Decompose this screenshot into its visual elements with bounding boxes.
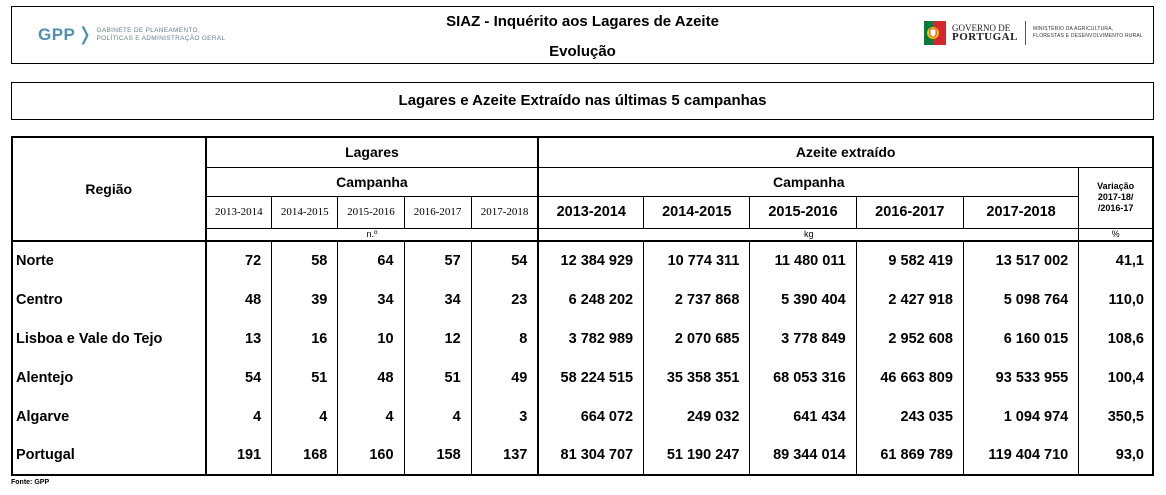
azeite-cell: 89 344 014 — [750, 436, 856, 475]
azeite-cell: 46 663 809 — [856, 358, 963, 397]
lagares-cell: 34 — [338, 280, 404, 319]
lagares-cell: 54 — [206, 358, 272, 397]
azeite-cell: 35 358 351 — [644, 358, 750, 397]
variation-cell: 350,5 — [1079, 397, 1153, 436]
gov-divider — [1025, 21, 1026, 45]
region-cell: Lisboa e Vale do Tejo — [12, 319, 206, 358]
variation-cell: 93,0 — [1079, 436, 1153, 475]
azeite-cell: 51 190 247 — [644, 436, 750, 475]
azeite-year-header: 2013-2014 — [538, 196, 643, 228]
region-cell: Algarve — [12, 397, 206, 436]
ministry-name — [1033, 26, 1143, 40]
lagares-cell: 23 — [471, 280, 538, 319]
lagares-cell: 158 — [404, 436, 471, 475]
region-cell: Portugal — [12, 436, 206, 475]
lagares-cell: 39 — [272, 280, 338, 319]
lagares-year-header: 2013-2014 — [206, 196, 272, 228]
azeite-cell: 5 390 404 — [750, 280, 856, 319]
lagares-cell: 191 — [206, 436, 272, 475]
region-column-header: Região — [12, 137, 206, 241]
azeite-cell: 2 427 918 — [856, 280, 963, 319]
azeite-year-header: 2015-2016 — [750, 196, 856, 228]
azeite-group-header: Azeite extraído — [538, 137, 1153, 167]
lagares-cell: 34 — [404, 280, 471, 319]
region-cell: Alentejo — [12, 358, 206, 397]
lagares-cell: 13 — [206, 319, 272, 358]
gpp-chevron-icon: ❭ — [77, 24, 93, 45]
lagares-cell: 4 — [272, 397, 338, 436]
table-row — [12, 280, 1153, 319]
table-row — [12, 358, 1153, 397]
lagares-year-header: 2016-2017 — [404, 196, 471, 228]
report-subtitle: Evolução — [549, 43, 616, 60]
lagares-group-header: Lagares — [206, 137, 539, 167]
lagares-campanha-header: Campanha — [206, 167, 539, 196]
azeite-unit: kg — [538, 228, 1078, 241]
azeite-year-header: 2017-2018 — [963, 196, 1078, 228]
table-row — [12, 241, 1153, 280]
gpp-logo-line1: GABINETE DE PLANEAMENTO, — [96, 27, 201, 34]
variation-cell: 110,0 — [1079, 280, 1153, 319]
variation-unit: % — [1079, 228, 1153, 241]
lagares-cell: 160 — [338, 436, 404, 475]
azeite-cell: 93 533 955 — [963, 358, 1078, 397]
azeite-cell: 119 404 710 — [963, 436, 1078, 475]
azeite-cell: 58 224 515 — [538, 358, 643, 397]
lagares-cell: 51 — [404, 358, 471, 397]
variation-header-line2: 2017-18/ — [1097, 192, 1134, 202]
azeite-cell: 249 032 — [644, 397, 750, 436]
gpp-logo-mark: GPP — [38, 25, 76, 44]
azeite-cell: 10 774 311 — [644, 241, 750, 280]
lagares-cell: 51 — [272, 358, 338, 397]
variation-cell: 100,4 — [1079, 358, 1153, 397]
azeite-year-header: 2014-2015 — [644, 196, 750, 228]
lagares-cell: 57 — [404, 241, 471, 280]
variation-header-line3: /2016-17 — [1097, 203, 1134, 213]
azeite-cell: 1 094 974 — [963, 397, 1078, 436]
gpp-logo-line2: POLÍTICAS E ADMINISTRAÇÃO GERAL — [96, 35, 226, 42]
lagares-cell: 4 — [338, 397, 404, 436]
lagares-cell: 4 — [404, 397, 471, 436]
portugal-emblem-icon — [924, 21, 946, 45]
table-row — [12, 397, 1153, 436]
table-row-total — [12, 436, 1153, 475]
azeite-cell: 81 304 707 — [538, 436, 643, 475]
azeite-cell: 243 035 — [856, 397, 963, 436]
header-row-groups — [12, 137, 1153, 167]
table-row — [12, 319, 1153, 358]
lagares-year-header: 2017-2018 — [471, 196, 538, 228]
lagares-cell: 72 — [206, 241, 272, 280]
section-title: Lagares e Azeite Extraído nas últimas 5 campanhas — [11, 82, 1154, 120]
variation-cell: 41,1 — [1079, 241, 1153, 280]
lagares-cell: 168 — [272, 436, 338, 475]
region-cell: Norte — [12, 241, 206, 280]
azeite-cell: 13 517 002 — [963, 241, 1078, 280]
governo-portugal-logo — [924, 21, 1143, 45]
lagares-cell: 4 — [206, 397, 272, 436]
lagares-cell: 49 — [471, 358, 538, 397]
azeite-cell: 3 778 849 — [750, 319, 856, 358]
lagares-cell: 48 — [338, 358, 404, 397]
azeite-cell: 2 952 608 — [856, 319, 963, 358]
gov-name — [952, 24, 1018, 42]
source-footnote: Fonte: GPP — [11, 479, 50, 486]
lagares-cell: 137 — [471, 436, 538, 475]
lagares-year-header: 2015-2016 — [338, 196, 404, 228]
lagares-cell: 48 — [206, 280, 272, 319]
lagares-cell: 12 — [404, 319, 471, 358]
azeite-cell: 6 248 202 — [538, 280, 643, 319]
lagares-cell: 64 — [338, 241, 404, 280]
azeite-cell: 68 053 316 — [750, 358, 856, 397]
gov-name-line2: PORTUGAL — [952, 31, 1018, 43]
variation-cell: 108,6 — [1079, 319, 1153, 358]
lagares-unit: n.º — [206, 228, 539, 241]
azeite-cell: 3 782 989 — [538, 319, 643, 358]
ministry-line2: FLORESTAS E DESENVOLVIMENTO RURAL — [1032, 33, 1143, 39]
lagares-cell: 58 — [272, 241, 338, 280]
report-header — [11, 6, 1154, 64]
azeite-year-header: 2016-2017 — [856, 196, 963, 228]
azeite-cell: 2 737 868 — [644, 280, 750, 319]
variation-header — [1079, 167, 1153, 228]
azeite-cell: 2 070 685 — [644, 319, 750, 358]
data-table — [11, 136, 1154, 476]
lagares-cell: 8 — [471, 319, 538, 358]
azeite-cell: 12 384 929 — [538, 241, 643, 280]
lagares-cell: 54 — [471, 241, 538, 280]
azeite-cell: 9 582 419 — [856, 241, 963, 280]
azeite-cell: 5 098 764 — [963, 280, 1078, 319]
lagares-cell: 3 — [471, 397, 538, 436]
variation-header-line1: Variação — [1097, 181, 1135, 191]
azeite-cell: 6 160 015 — [963, 319, 1078, 358]
azeite-cell: 641 434 — [750, 397, 856, 436]
azeite-campanha-header: Campanha — [538, 167, 1078, 196]
lagares-cell: 10 — [338, 319, 404, 358]
azeite-cell: 11 480 011 — [750, 241, 856, 280]
report-title: SIAZ - Inquérito aos Lagares de Azeite — [446, 13, 719, 30]
azeite-cell: 61 869 789 — [856, 436, 963, 475]
lagares-year-header: 2014-2015 — [272, 196, 338, 228]
gov-name-line1: GOVERNO DE — [952, 23, 1011, 33]
region-cell: Centro — [12, 280, 206, 319]
lagares-cell: 16 — [272, 319, 338, 358]
azeite-cell: 664 072 — [538, 397, 643, 436]
ministry-line1: MINISTÉRIO DA AGRICULTURA, — [1032, 26, 1114, 32]
